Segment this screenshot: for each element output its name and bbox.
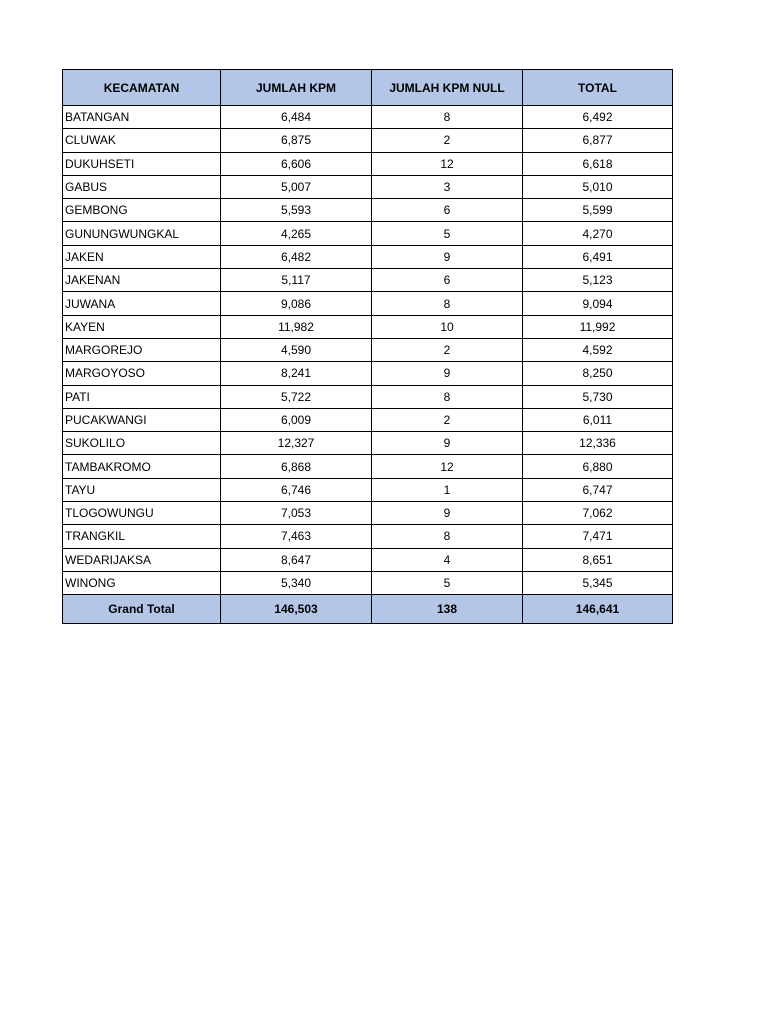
kpm-table	[62, 69, 673, 624]
cell-kecamatan: WINONG	[63, 571, 221, 594]
cell-jumlah-kpm: 9,086	[221, 292, 372, 315]
grand-total-row	[63, 595, 673, 624]
cell-total: 5,730	[523, 385, 673, 408]
table-row	[63, 502, 673, 525]
data-sheet	[62, 69, 673, 624]
cell-total: 9,094	[523, 292, 673, 315]
cell-jumlah-kpm-null: 4	[372, 548, 523, 571]
table-row	[63, 338, 673, 361]
cell-total: 4,592	[523, 338, 673, 361]
table-row	[63, 106, 673, 129]
header-total: TOTAL	[523, 70, 673, 106]
header-jumlah-kpm: JUMLAH KPM	[221, 70, 372, 106]
grand-total-total: 146,641	[523, 595, 673, 624]
cell-kecamatan: JUWANA	[63, 292, 221, 315]
table-row	[63, 269, 673, 292]
cell-total: 7,062	[523, 502, 673, 525]
table-row	[63, 432, 673, 455]
cell-jumlah-kpm-null: 3	[372, 175, 523, 198]
cell-kecamatan: SUKOLILO	[63, 432, 221, 455]
cell-jumlah-kpm-null: 8	[372, 292, 523, 315]
cell-jumlah-kpm: 8,647	[221, 548, 372, 571]
cell-kecamatan: BATANGAN	[63, 106, 221, 129]
cell-kecamatan: KAYEN	[63, 315, 221, 338]
cell-jumlah-kpm-null: 5	[372, 222, 523, 245]
header-jumlah-kpm-null: JUMLAH KPM NULL	[372, 70, 523, 106]
cell-total: 7,471	[523, 525, 673, 548]
cell-total: 5,345	[523, 571, 673, 594]
cell-kecamatan: MARGOYOSO	[63, 362, 221, 385]
cell-jumlah-kpm-null: 9	[372, 432, 523, 455]
cell-total: 12,336	[523, 432, 673, 455]
cell-jumlah-kpm: 12,327	[221, 432, 372, 455]
cell-kecamatan: MARGOREJO	[63, 338, 221, 361]
cell-jumlah-kpm-null: 5	[372, 571, 523, 594]
table-row	[63, 385, 673, 408]
cell-jumlah-kpm: 5,340	[221, 571, 372, 594]
grand-total-label: Grand Total	[63, 595, 221, 624]
cell-jumlah-kpm: 6,484	[221, 106, 372, 129]
cell-jumlah-kpm-null: 8	[372, 385, 523, 408]
cell-jumlah-kpm-null: 8	[372, 106, 523, 129]
table-row	[63, 548, 673, 571]
cell-kecamatan: TAYU	[63, 478, 221, 501]
cell-jumlah-kpm-null: 2	[372, 338, 523, 361]
cell-kecamatan: WEDARIJAKSA	[63, 548, 221, 571]
cell-jumlah-kpm-null: 10	[372, 315, 523, 338]
table-row	[63, 408, 673, 431]
cell-jumlah-kpm-null: 2	[372, 408, 523, 431]
table-row	[63, 152, 673, 175]
cell-jumlah-kpm-null: 8	[372, 525, 523, 548]
cell-total: 8,250	[523, 362, 673, 385]
cell-kecamatan: JAKENAN	[63, 269, 221, 292]
cell-jumlah-kpm-null: 12	[372, 152, 523, 175]
cell-total: 8,651	[523, 548, 673, 571]
cell-kecamatan: DUKUHSETI	[63, 152, 221, 175]
table-row	[63, 478, 673, 501]
cell-jumlah-kpm: 6,606	[221, 152, 372, 175]
table-row	[63, 571, 673, 594]
cell-total: 6,011	[523, 408, 673, 431]
cell-jumlah-kpm-null: 9	[372, 245, 523, 268]
cell-jumlah-kpm: 4,590	[221, 338, 372, 361]
cell-kecamatan: JAKEN	[63, 245, 221, 268]
cell-jumlah-kpm-null: 1	[372, 478, 523, 501]
cell-total: 5,010	[523, 175, 673, 198]
table-row	[63, 362, 673, 385]
cell-kecamatan: PATI	[63, 385, 221, 408]
cell-total: 6,877	[523, 129, 673, 152]
cell-jumlah-kpm-null: 6	[372, 199, 523, 222]
cell-jumlah-kpm: 6,009	[221, 408, 372, 431]
cell-jumlah-kpm: 5,593	[221, 199, 372, 222]
cell-kecamatan: GEMBONG	[63, 199, 221, 222]
cell-kecamatan: GABUS	[63, 175, 221, 198]
table-body	[63, 106, 673, 595]
cell-jumlah-kpm: 6,868	[221, 455, 372, 478]
cell-kecamatan: GUNUNGWUNGKAL	[63, 222, 221, 245]
cell-jumlah-kpm-null: 6	[372, 269, 523, 292]
cell-total: 6,618	[523, 152, 673, 175]
cell-kecamatan: CLUWAK	[63, 129, 221, 152]
cell-jumlah-kpm-null: 9	[372, 502, 523, 525]
cell-kecamatan: TLOGOWUNGU	[63, 502, 221, 525]
cell-jumlah-kpm-null: 12	[372, 455, 523, 478]
table-row	[63, 455, 673, 478]
table-row	[63, 199, 673, 222]
cell-kecamatan: TRANGKIL	[63, 525, 221, 548]
cell-total: 5,123	[523, 269, 673, 292]
cell-kecamatan: TAMBAKROMO	[63, 455, 221, 478]
cell-jumlah-kpm: 7,463	[221, 525, 372, 548]
table-row	[63, 525, 673, 548]
cell-total: 4,270	[523, 222, 673, 245]
cell-kecamatan: PUCAKWANGI	[63, 408, 221, 431]
cell-total: 6,491	[523, 245, 673, 268]
cell-total: 6,880	[523, 455, 673, 478]
cell-jumlah-kpm: 6,746	[221, 478, 372, 501]
cell-jumlah-kpm: 7,053	[221, 502, 372, 525]
table-row	[63, 129, 673, 152]
cell-total: 5,599	[523, 199, 673, 222]
cell-jumlah-kpm: 5,117	[221, 269, 372, 292]
cell-jumlah-kpm: 11,982	[221, 315, 372, 338]
table-row	[63, 222, 673, 245]
header-kecamatan: KECAMATAN	[63, 70, 221, 106]
cell-jumlah-kpm-null: 2	[372, 129, 523, 152]
cell-jumlah-kpm: 6,482	[221, 245, 372, 268]
cell-jumlah-kpm: 8,241	[221, 362, 372, 385]
table-row	[63, 292, 673, 315]
cell-jumlah-kpm: 5,722	[221, 385, 372, 408]
table-row	[63, 245, 673, 268]
grand-total-jumlah-kpm-null: 138	[372, 595, 523, 624]
cell-total: 6,747	[523, 478, 673, 501]
cell-jumlah-kpm: 6,875	[221, 129, 372, 152]
cell-jumlah-kpm: 5,007	[221, 175, 372, 198]
grand-total-jumlah-kpm: 146,503	[221, 595, 372, 624]
cell-jumlah-kpm: 4,265	[221, 222, 372, 245]
header-row	[63, 70, 673, 106]
table-row	[63, 315, 673, 338]
cell-total: 11,992	[523, 315, 673, 338]
cell-total: 6,492	[523, 106, 673, 129]
table-row	[63, 175, 673, 198]
cell-jumlah-kpm-null: 9	[372, 362, 523, 385]
